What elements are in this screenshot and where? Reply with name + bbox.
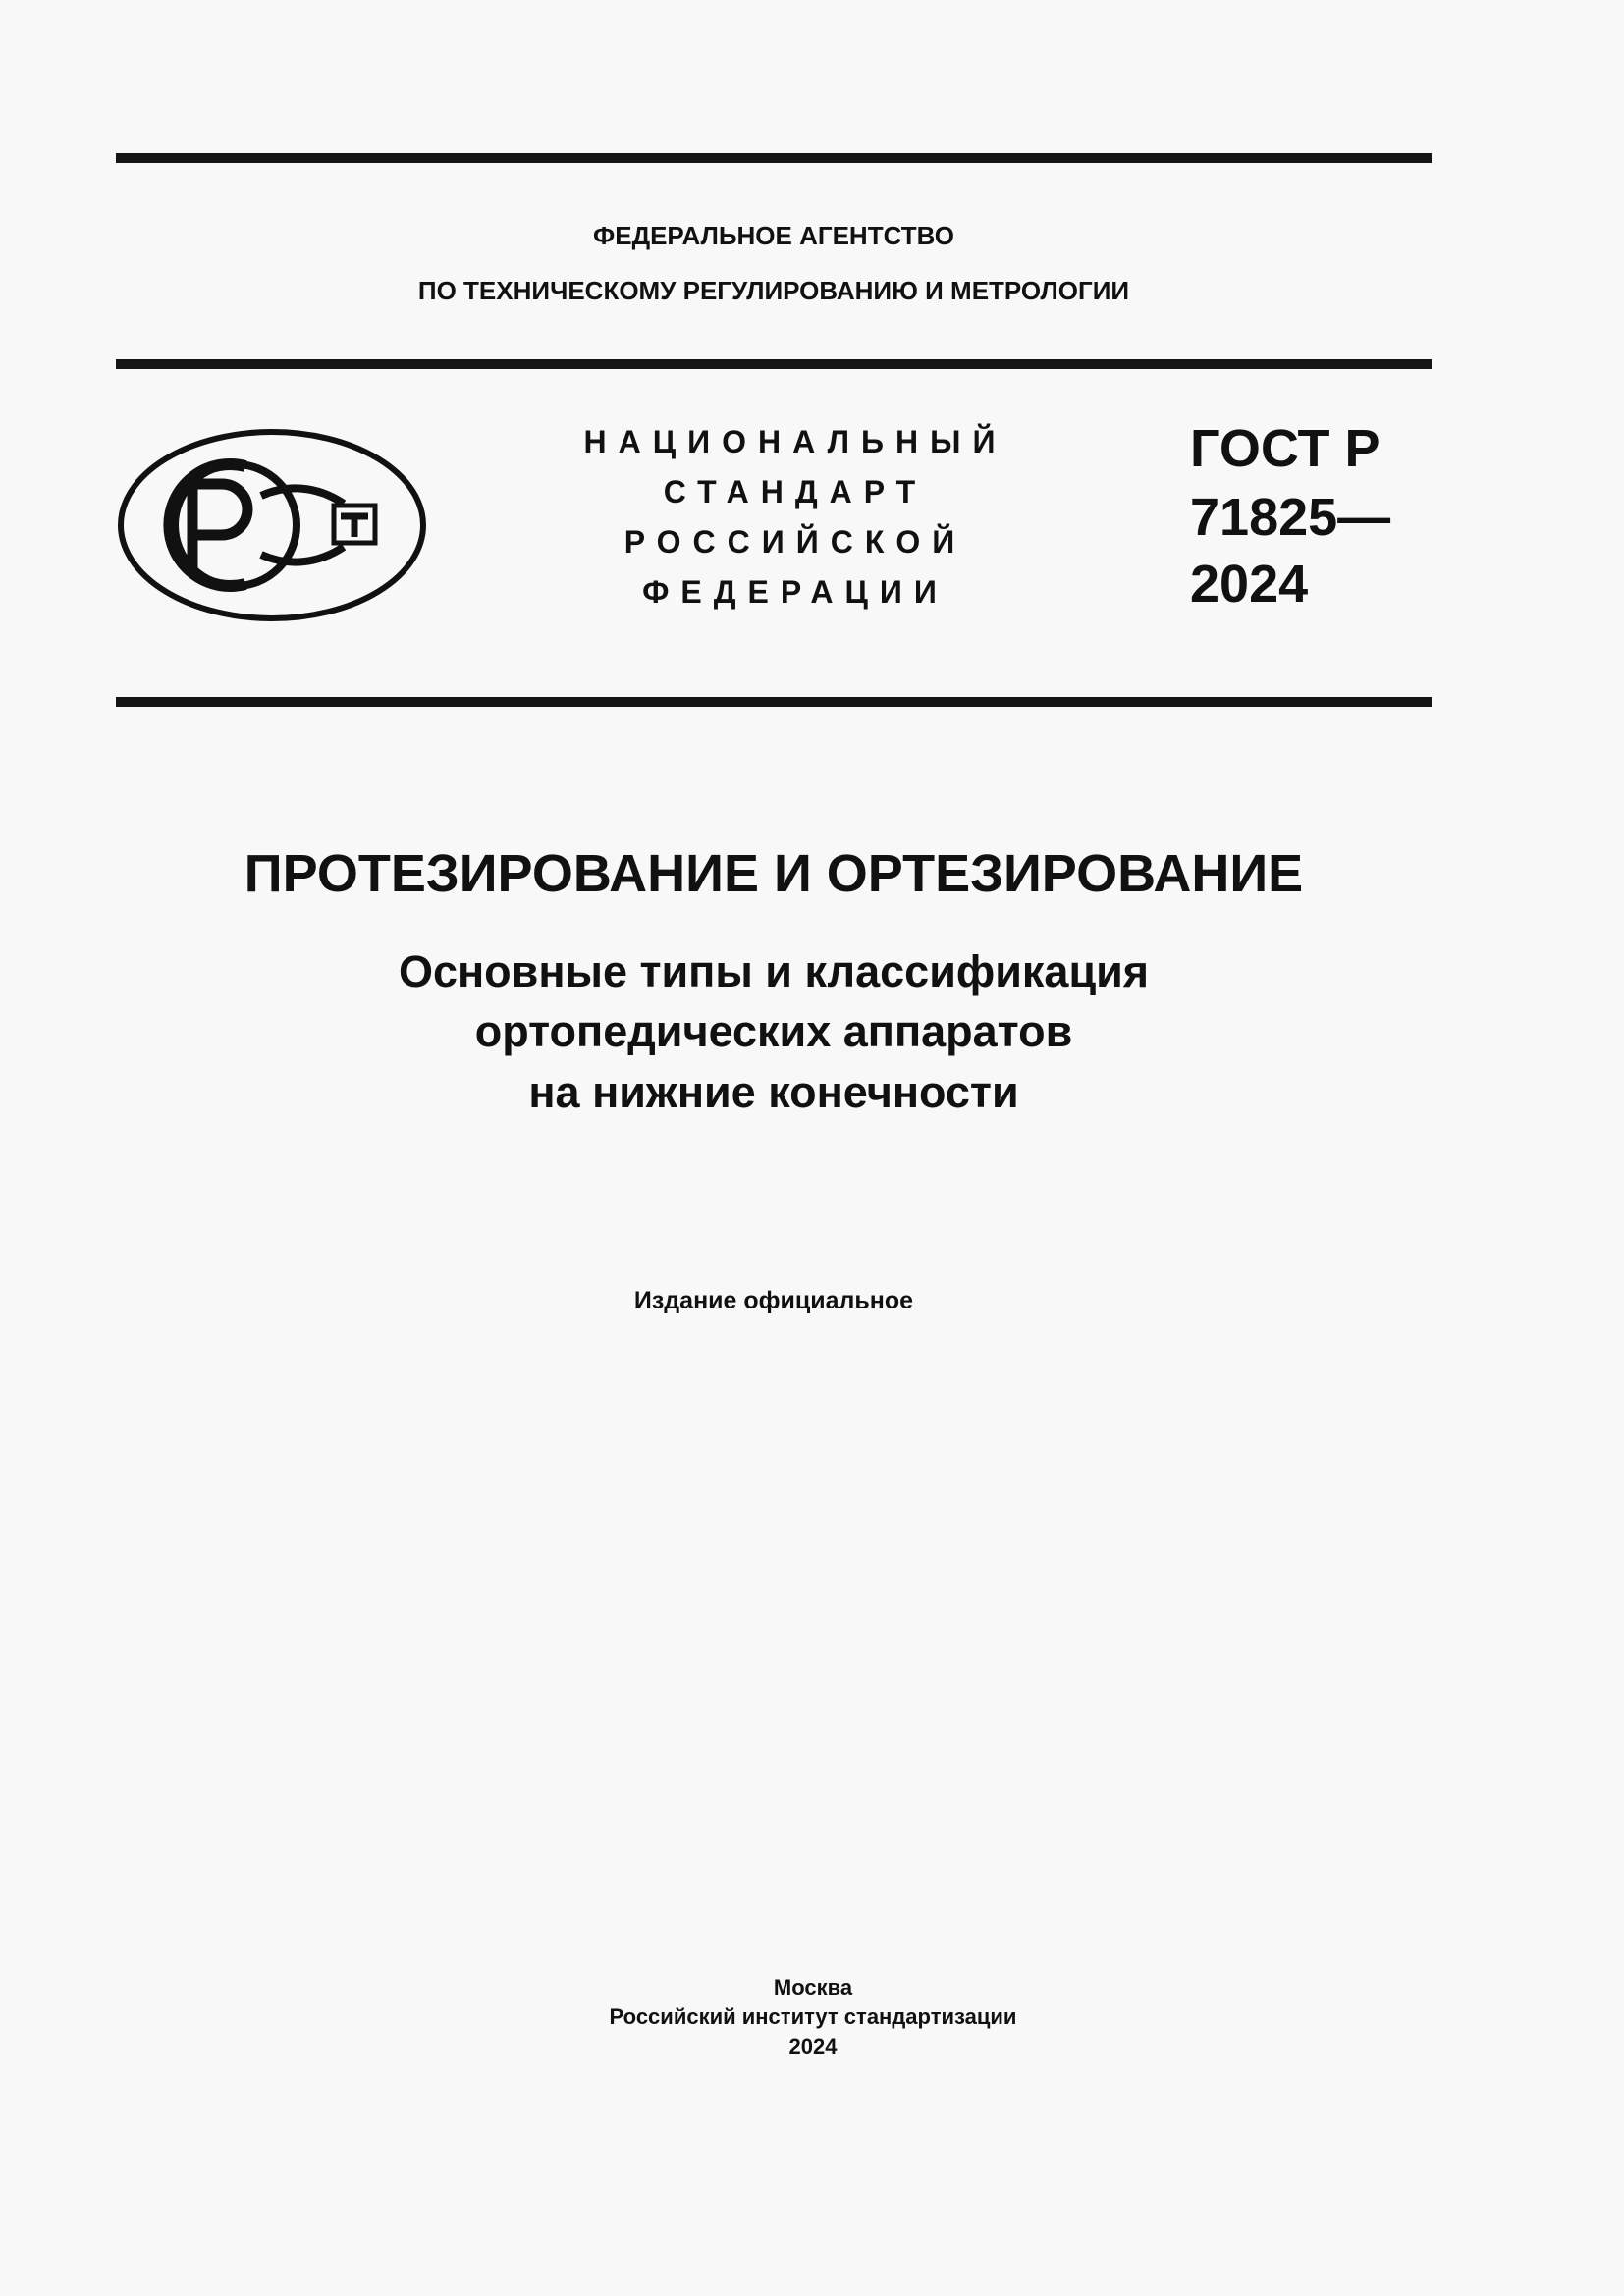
header-bottom-rule [116, 697, 1432, 707]
rst-certification-mark-icon [116, 427, 428, 623]
standard-type-line-1: НАЦИОНАЛЬНЫЙ [583, 424, 1007, 459]
designation-line-1: ГОСТ Р [1190, 419, 1380, 478]
agency-divider-rule [116, 359, 1432, 369]
designation-line-2: 71825— [1190, 488, 1391, 547]
document-subtitle-line-1: Основные типы и классификация [398, 946, 1150, 996]
publication-city: Москва [773, 1975, 853, 2000]
edition-label: Издание официальное [633, 1287, 914, 1314]
standard-type-line-4: ФЕДЕРАЦИИ [642, 574, 948, 610]
agency-name-line-2: ПО ТЕХНИЧЕСКОМУ РЕГУЛИРОВАНИЮ И МЕТРОЛОГИИ [417, 276, 1130, 305]
document-subtitle-line-3: на нижние конечности [528, 1067, 1019, 1117]
standard-type-line-3: РОССИЙСКОЙ [623, 524, 967, 560]
document-title: ПРОТЕЗИРОВАНИЕ И ОРТЕЗИРОВАНИЕ [244, 844, 1304, 903]
publication-year: 2024 [788, 2034, 838, 2058]
publisher-name: Российский институт стандартизации [609, 2004, 1017, 2029]
document-subtitle-line-2: ортопедических аппаратов [474, 1006, 1073, 1056]
standard-type-line-2: СТАНДАРТ [663, 474, 928, 509]
designation-line-3: 2024 [1190, 555, 1309, 614]
top-rule [116, 153, 1432, 163]
agency-name-line-1: ФЕДЕРАЛЬНОЕ АГЕНТСТВО [593, 221, 954, 250]
